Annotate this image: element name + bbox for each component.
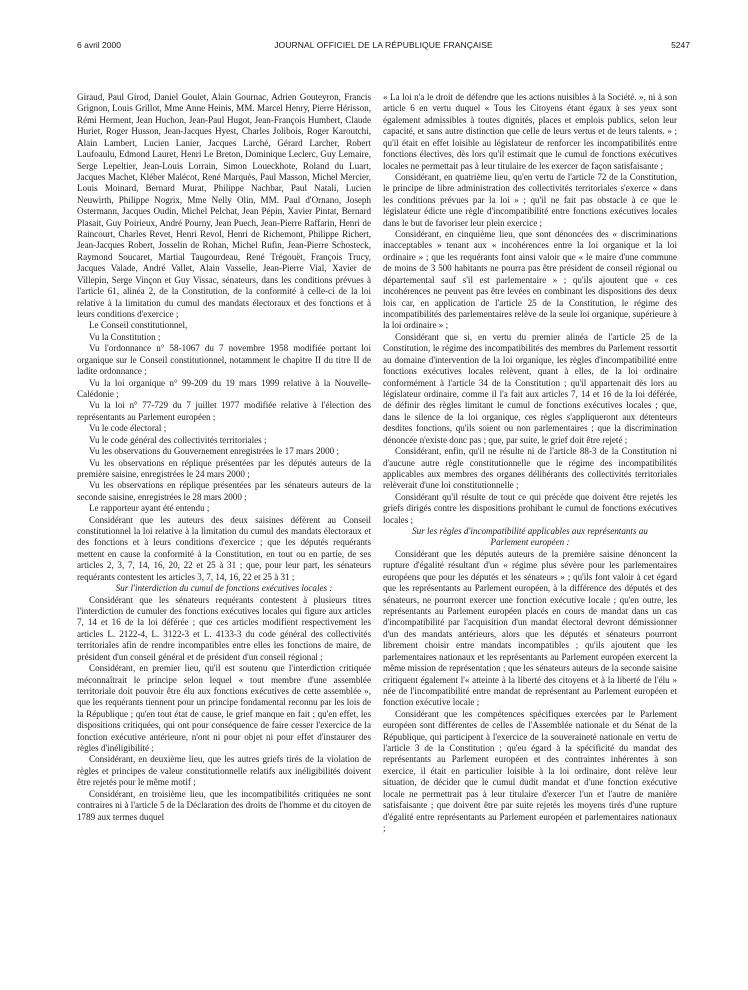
issue-date: 6 avril 2000 — [77, 40, 121, 50]
left-column — [77, 92, 371, 823]
journal-title: JOURNAL OFFICIEL DE LA RÉPUBLIQUE FRANÇAISE — [274, 40, 493, 50]
paragraph: Vu les observations en réplique présentées par les députés auteurs de la première saisine, enregistrées le 24 mars 2000 ; — [77, 457, 371, 479]
paragraph: Le rapporteur ayant été entendu ; — [89, 503, 210, 514]
section-heading: Sur les règles d'incompatibilité applicables aux représentants au Parlement européen : — [412, 526, 648, 548]
paragraph: Vu la loi organique n° 99-209 du 19 mars 1999 relative à la Nouvelle-Calédonie ; — [77, 377, 371, 399]
paragraph: Considérant, en deuxième lieu, que les autres griefs tirés de la violation de règles et principes de valeur constitutionnelle relatifs aux inéligibilités doivent être rejetés pour le même motif ; — [77, 754, 371, 788]
page-number: 5247 — [671, 40, 690, 50]
section-heading: Sur l'interdiction du cumul de fonctions exécutives locales : — [115, 583, 333, 594]
paragraph: Considérant, en premier lieu, qu'il est soutenu que l'interdiction critiquée méconnaîtrait le principe selon lequel « tout membre d'une assemblée territoriale doit pouvoir être élu aux fonctions exécutives de cette assemblée », que les requérants tiennent pour un principe fondamental reconnu par les lois de la République ; qu'en tout état de cause, le grief manque en fait ; qu'en effet, les dispositions critiquées, qui ont pour conséquence de faire cesser l'exercice de la fonction exécutive antérieure, n'ont ni pour objet ni pour effet d'instaurer des règles d'inéligibilité ; — [77, 663, 371, 754]
paragraph: Considérant, en cinquième lieu, que sont dénoncées des « discriminations inacceptables » tenant aux « incohérences entre la loi organique et la loi ordinaire » ; que les requérants font ainsi valoir que « le maire d'une commune de moins de 3 500 habitants ne pourra pas être président de conseil régional ou départemental sauf s'il est parlementaire » ; qu'ils ajoutent que « ces incohérences ne peuvent pas être levées en combinant les dispositions des deux lois car, en application de l'article 25 de la Constitution, le régime des incompatibilités des parlementaires relève de la seule loi organique, supérieure à la loi ordinaire » ; — [383, 229, 677, 331]
paragraph: Vu la Constitution ; — [89, 331, 161, 342]
paragraph: Vu les observations en réplique présentées par les sénateurs auteurs de la seconde saisine, enregistrées le 28 mars 2000 ; — [77, 480, 371, 502]
paragraph: Considérant, en quatrième lieu, qu'en vertu de l'article 72 de la Constitution, le principe de libre administration des collectivités territoriales s'exerce « dans les conditions prévues par la loi » ; qu'il ne fait pas obstacle à ce que le législateur édicte une règle d'incompatibilité entre fonctions exécutives locales dans le but de favoriser leur plein exercice ; — [383, 171, 677, 228]
paragraph: Vu le code électoral ; — [89, 423, 167, 434]
paragraph: Vu l'ordonnance n° 58-1067 du 7 novembre 1958 modifiée portant loi organique sur le Conseil constitutionnel, notamment le chapitre II du titre II de ladite ordonnance ; — [77, 343, 371, 377]
paragraph: Considérant que les auteurs des deux saisines défèrent au Conseil constitutionnel la loi relative à la limitation du cumul des mandats électoraux et des fonctions et à leurs conditions d'exercice ; que les députés requérants mettent en cause la conformité à la Constitution, en tout ou en partie, de ses articles 2, 3, 7, 14, 16, 20, 22 et 25 à 31 ; que, pour leur part, les sénateurs requérants contestent les articles 3, 7, 14, 16, 22 et 25 à 31 ; — [77, 514, 371, 582]
paragraph: Considérant que les députés auteurs de la première saisine dénoncent la rupture d'égalité résultant d'un « régime plus sévère pour les parlementaires européens que pour les députés et les sénateurs » ; qu'ils font valoir à cet égard que les représentants au Parlement européen, à la différence des députés et des sénateurs, ne pourront exercer une fonction exécutive locale ; qu'en outre, les représentants au Parlement européen placés en cours de mandat dans un cas d'incompatibilité par l'acquisition d'un mandat électoral devront démissionner d'un des mandats antérieurs, alors que les députés et sénateurs pourront librement choisir entre mandats incompatibles ; qu'ils ajoutent que les parlementaires nationaux et les représentants au Parlement européen exercent la même mission de représentation ; que les sénateurs auteurs de la seconde saisine critiquent également l'« atteinte à la liberté des citoyens et à la liberté de l'élu » née de l'incompatibilité entre mandat de représentant au Parlement européen et fonction exécutive locale ; — [383, 548, 677, 708]
page-header — [77, 40, 690, 54]
paragraph: Vu le code général des collectivités territoriales ; — [89, 434, 267, 445]
paragraph: Considérant que si, en vertu du premier alinéa de l'article 25 de la Constitution, le régime des incompatibilités des membres du Parlement ressortit au domaine d'intervention de la loi organique, les règles d'incompatibilité entre fonctions exécutives locales relèvent, quant à elles, de la loi ordinaire conformément à l'article 34 de la Constitution ; qu'il appartenait dès lors au législateur ordinaire, comme il l'a fait aux articles 7, 14 et 16 de la loi déférée, de définir des règles limitant le cumul de fonctions exécutives locales ; que, dans le silence de la loi organique, ces règles s'appliqueront aux détenteurs desdites fonctions, qu'ils soient ou non parlementaires ; que la discrimination dénoncée n'existe donc pas ; que, par suite, le grief doit être rejeté ; — [383, 331, 677, 445]
paragraph: Considérant que les compétences spécifiques exercées par le Parlement européen sont différentes de celles de l'Assemblée nationale et du Sénat de la République, qui participent à l'exercice de la souveraineté nationale en vertu de l'article 3 de la Constitution ; qu'eu égard à la spécificité du mandat des représentants au Parlement européen et des contraintes inhérentes à son exercice, il était en particulier loisible à la loi ordinaire, dont relève leur situation, de décider que le cumul dudit mandat et d'une fonction exécutive locale ne permettrait pas à leur titulaire d'exercer l'un et l'autre de manière satisfaisante ; que doivent être par suite rejetés les moyens tirés d'une rupture d'égalité entre représentants au Parlement européen et parlementaires nationaux ; — [383, 708, 677, 833]
right-column — [383, 92, 677, 834]
paragraph: Le Conseil constitutionnel, — [89, 320, 188, 331]
paragraph: Giraud, Paul Girod, Daniel Goulet, Alain Gournac, Adrien Gouteyron, Francis Grignon, Louis Grillot, Mme Anne Heinis, MM. Marcel Henry, Pierre Hérisson, Rémi Herment, Jean Huchon, Jean-Paul Hugot, Jean-François Humbert, Claude Huriet, Roger Husson, Jean-Jacques Hyest, Charles Jolibois, Roger Karoutchi, Alain Lambert, Lucien Lanier, Jacques Larché, Gérard Larcher, Robert Laufoaulu, Edmond Lauret, Henri Le Breton, Dominique Leclerc, Guy Lemaire, Serge Lepeltier, Jean-Louis Lorrain, Simon Loueckhote, Roland du Luart, Jacques Machet, Kléber Malécot, René Marquès, Paul Masson, Michel Mercier, Louis Moinard, Bernard Murat, Philippe Nachbar, Paul Natali, Lucien Neuwirth, Philippe Nogrix, Mme Nelly Olin, MM. Paul d'Ornano, Joseph Ostermann, Jacques Oudin, Michel Pelchat, Jean Pépin, Xavier Pintat, Bernard Plasait, Guy Poirieux, André Pourny, Jean Puech, Jean-Pierre Raffarin, Henri de Raincourt, Charles Revet, Henri Revol, Henri de Richemont, Philippe Richert, Jean-Jacques Robert, Josselin de Rohan, Michel Rufin, Jean-Pierre Schosteck, Raymond Soucaret, Martial Taugourdeau, René Trégouët, François Trucy, Jacques Valade, André Vallet, Alain Vasselle, Jean-Pierre Vial, Xavier de Villepin, Serge Vinçon et Guy Vissac, sénateurs, dans les conditions prévues à l'article 61, alinéa 2, de la Constitution, de la conformité à celle-ci de la loi relative à la limitation du cumul des mandats électoraux et des fonctions et à leurs conditions d'exercice ; — [77, 92, 371, 320]
paragraph: Considérant que les sénateurs requérants contestent à plusieurs titres l'interdiction de cumuler des fonctions exécutives locales qui figure aux articles 7, 14 et 16 de la loi déférée ; que ces articles modifient respectivement les articles L. 2122-4, L. 3122-3 et L. 4133-3 du code général des collectivités territoriales afin de rendre incompatibles entre elles les fonctions de maire, de président d'un conseil général et de président d'un conseil régional ; — [77, 594, 371, 662]
paragraph: Vu la loi n° 77-729 du 7 juillet 1977 modifiée relative à l'élection des représentants au Parlement européen ; — [77, 400, 371, 422]
paragraph: « La loi n'a le droit de défendre que les actions nuisibles à la Société. », ni à son article 6 en vertu duquel « Tous les Citoyens étant égaux à ses yeux sont également admissibles à toutes dignités, places et emplois publics, selon leur capacité, et sans autre distinction que celle de leurs vertus et de leurs talents. » ; qu'il était en effet loisible au législateur de renforcer les incompatibilités entre fonctions électives, dès lors qu'il estimait que le cumul de fonctions exécutives locales ne permettait pas à leur titulaire de les exercer de façon satisfaisante ; — [383, 92, 677, 171]
paragraph: Considérant, enfin, qu'il ne résulte ni de l'article 88-3 de la Constitution ni d'aucune autre règle constitutionnelle que le régime des incompatibilités applicables aux membres des organes délibérants des collectivités territoriales relèverait d'une loi constitutionnelle ; — [383, 446, 677, 491]
paragraph: Considérant, en troisième lieu, que les incompatibilités critiquées ne sont contraires ni à l'article 5 de la Déclaration des droits de l'homme et du citoyen de 1789 aux termes duquel — [77, 788, 371, 822]
paragraph: Vu les observations du Gouvernement enregistrées le 17 mars 2000 ; — [89, 446, 339, 457]
paragraph: Considérant qu'il résulte de tout ce qui précède que doivent être rejetés les griefs dirigés contre les dispositions prohibant le cumul de fonctions exécutives locales ; — [383, 491, 677, 525]
